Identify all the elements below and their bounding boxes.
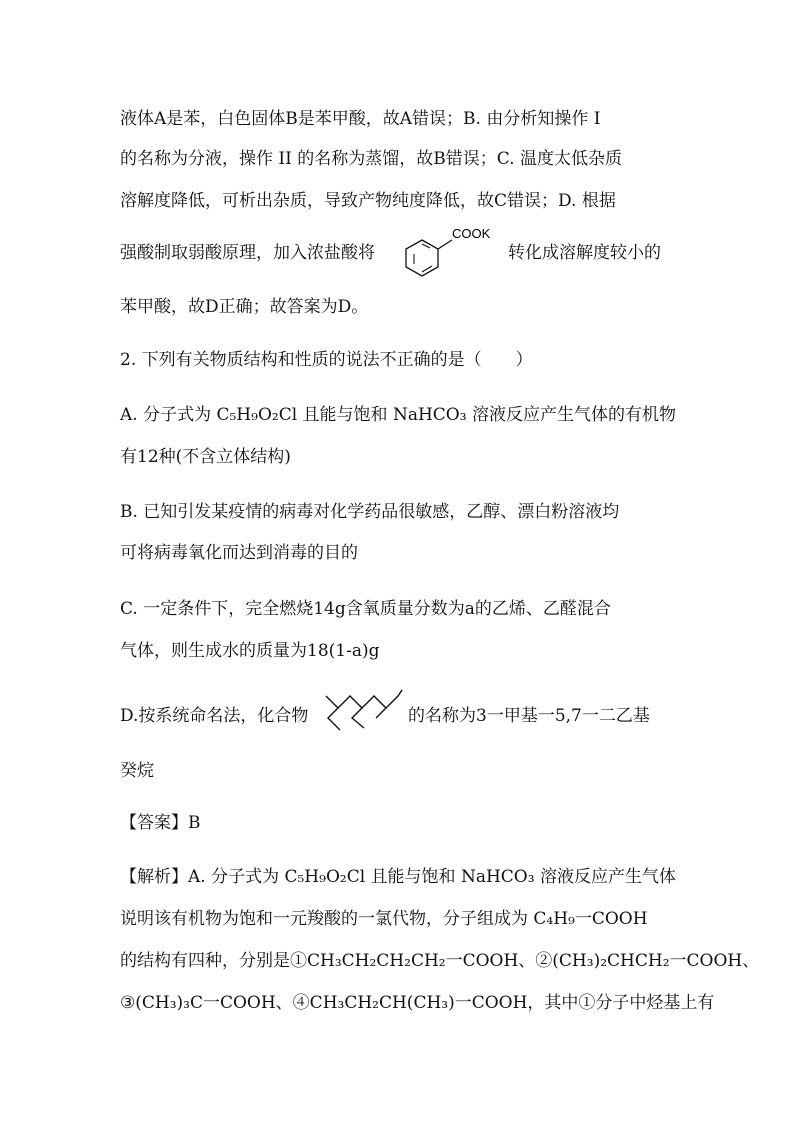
analysis-line-1: 【解析】A. 分子式为 C₅H₉O₂Cl 且能与饱和 NaHCO₃ 溶液反应产生气体 <box>120 867 676 887</box>
skeletal-structure-icon <box>322 688 406 738</box>
text-line-2: 的名称为分液，操作 II 的名称为蒸馏，故B错误；C. 温度太低杂质 <box>120 149 622 169</box>
option-c-line-2: 气体，则生成水的质量为18(1-a)g <box>120 641 380 661</box>
text-line-5: 苯甲酸，故D正确；故答案为D。 <box>120 297 369 317</box>
option-b-line-2: 可将病毒氧化而达到消毒的目的 <box>120 543 358 563</box>
analysis-line-3: 的结构有四种，分别是①CH₃CH₂CH₂CH₂一COOH、②(CH₃)₂CHCH₂一COOH、 <box>120 951 760 971</box>
option-c-line-1: C. 一定条件下，完全燃烧14g含氧质量分数为a的乙烯、乙醛混合 <box>120 599 611 619</box>
option-d-line-1a: D.按系统命名法，化合物 <box>120 706 309 726</box>
analysis-line-4: ③(CH₃)₃C一COOH、④CH₃CH₂CH(CH₃)一COOH，其中①分子中烃基上有 <box>120 993 715 1013</box>
option-b-line-1: B. 已知引发某疫情的病毒对化学药品很敏感，乙醇、漂白粉溶液均 <box>120 502 620 522</box>
option-d-line-2: 癸烷 <box>120 761 154 781</box>
text-line-4b: 转化成溶解度较小的 <box>508 243 661 263</box>
option-a-line-1: A. 分子式为 C₅H₉O₂Cl 且能与饱和 NaHCO₃ 溶液反应产生气体的有机物 <box>120 405 676 425</box>
answer-label: 【答案】B <box>120 813 201 833</box>
potassium-benzoate-structure-icon <box>402 226 502 286</box>
text-line-4a: 强酸制取弱酸原理，加入浓盐酸将 <box>120 243 375 263</box>
text-line-1: 液体A是苯，白色固体B是苯甲酸，故A错误；B. 由分析知操作 I <box>120 109 601 129</box>
option-a-line-2: 有12种(不含立体结构) <box>120 447 291 467</box>
text-line-3: 溶解度降低，可析出杂质，导致产物纯度降低，故C错误；D. 根据 <box>120 191 616 211</box>
question-2-stem: 2. 下列有关物质结构和性质的说法不正确的是（ ） <box>120 350 533 370</box>
benzoate-label: COOK <box>452 226 491 241</box>
analysis-line-2: 说明该有机物为饱和一元羧酸的一氯代物，分子组成为 C₄H₉一COOH <box>120 909 648 929</box>
option-d-line-1b: 的名称为3一甲基一5,7一二乙基 <box>408 706 650 726</box>
